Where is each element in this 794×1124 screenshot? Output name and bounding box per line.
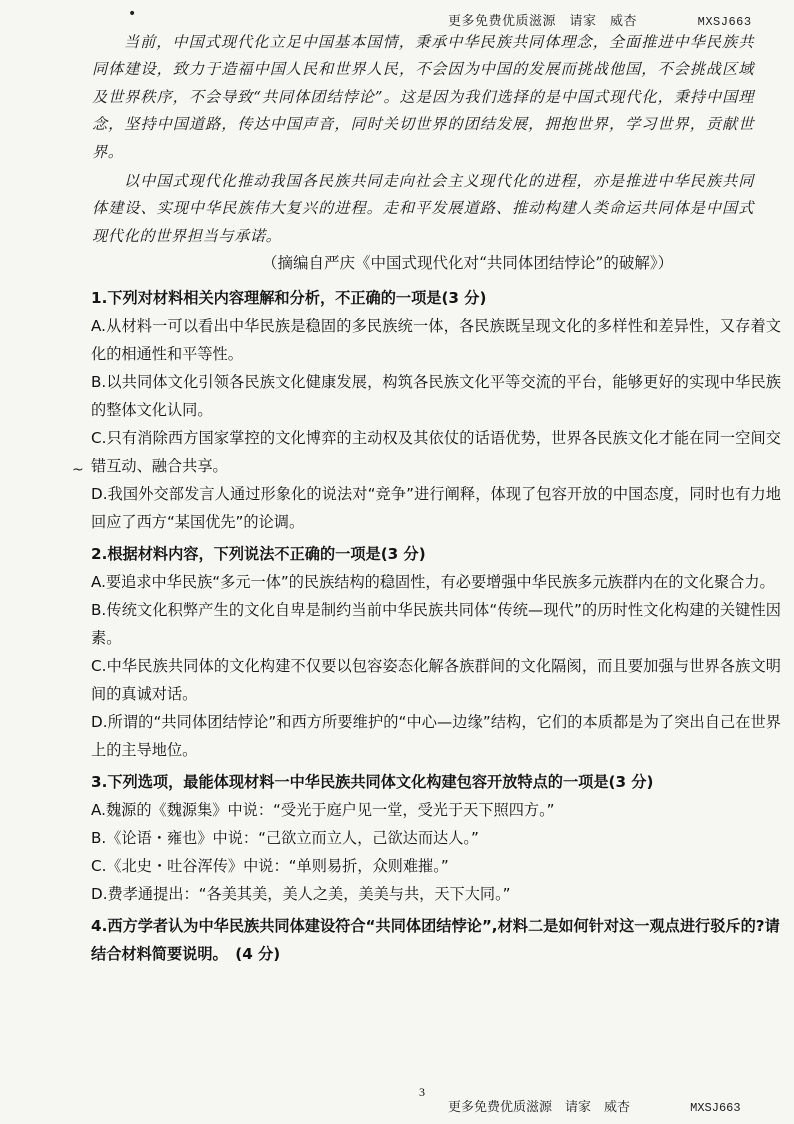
- option-c: C.只有消除西方国家掌控的文化博弈的主动权及其依仗的话语优势，世界各民族文化才能在同一空间交错互动、融合共享。: [91, 429, 781, 475]
- option-d: D.费孝通提出：“各美其美，美人之美，美美与共，天下大同。”: [91, 885, 511, 903]
- option-d: D.所谓的“共同体团结悖论”和西方所要维护的“中心—边缘”结构，它们的本质都是为了突出自己在世界上的主导地位。: [91, 713, 781, 759]
- option-d: D.我国外交部发言人通过形象化的说法对“竞争”进行阐释，体现了包容开放的中国态度，同时也有力地回应了西方“某国优先”的论调。: [91, 485, 781, 531]
- option-a: A.要追求中华民族“多元一体”的民族结构的稳固性，有必要增强中华民族多元族群内在的文化聚合力。: [91, 573, 775, 591]
- passage-paragraph: 以中国式现代化推动我国各民族共同走向社会主义现代化的进程，亦是推进中华民族共同体建设、实现中华民族伟大复兴的进程。走和平发展道路、推动构建人类命运共同体是中国式现代化的世界担当与承诺。: [92, 172, 754, 245]
- question-4: [91, 912, 781, 968]
- option-a: A.从材料一可以看出中华民族是稳固的多民族统一体，各民族既呈现文化的多样性和差异性，又存着文化的相通性和平等性。: [91, 317, 781, 363]
- watermark-code: MXSJ663: [690, 1101, 741, 1115]
- question-1: [91, 284, 781, 536]
- watermark-footer: [448, 1096, 741, 1115]
- scan-dash: ~: [72, 462, 84, 478]
- watermark-header: [448, 10, 752, 29]
- citation: （摘编自严庆《中国式现代化对“共同体团结悖论”的破解》）: [262, 254, 674, 272]
- watermark-text: 更多免费优质滋源 请家 威杏: [448, 14, 638, 29]
- option-c: C.《北史・吐谷浑传》中说：“单则易折，众则难摧。”: [91, 857, 449, 875]
- question-stem: 3.下列选项，最能体现材料一中华民族共同体文化构建包容开放特点的一项是(3 分): [91, 773, 654, 791]
- passage-paragraph: 当前，中国式现代化立足中国基本国情，秉承中华民族共同体理念，全面推进中华民族共同体建设，致力于造福中国人民和世界人民，不会因为中国的发展而挑战他国，不会挑战区域及世界秩序，不会导致“共同体团结悖论”。这是因为我们选择的是中国式现代化，秉持中国理念，坚持中国道路，传达中国声音，同时关切世界的团结发展，拥抱世界，学习世界，贡献世界。: [92, 33, 754, 161]
- question-2: [91, 540, 781, 764]
- page-number: 3: [419, 1085, 425, 1099]
- question-list: [91, 284, 781, 968]
- question-3: [91, 768, 781, 908]
- option-b: B.以共同体文化引领各民族文化健康发展，构筑各民族文化平等交流的平台，能够更好的实现中华民族的整体文化认同。: [91, 373, 781, 419]
- option-b: B.传统文化积弊产生的文化自卑是制约当前中华民族共同体“传统—现代”的历时性文化构建的关键性因素。: [91, 601, 781, 647]
- question-stem: 2.根据材料内容，下列说法不正确的一项是(3 分): [91, 545, 426, 563]
- option-c: C.中华民族共同体的文化构建不仅要以包容姿态化解各族群间的文化隔阂，而且要加强与世界各族文明间的真诚对话。: [91, 657, 781, 703]
- scan-dot: •: [128, 6, 137, 22]
- question-stem: 4.西方学者认为中华民族共同体建设符合“共同体团结悖论”,材料二是如何针对这一观点进行驳斥的?请结合材料简要说明。 (4 分): [91, 917, 780, 963]
- question-stem: 1.下列对材料相关内容理解和分析，不正确的一项是(3 分): [91, 289, 487, 307]
- watermark-code: MXSJ663: [697, 15, 752, 29]
- handwritten-passage: [92, 29, 754, 250]
- option-a: A.魏源的《魏源集》中说：“受光于庭户见一堂，受光于天下照四方。”: [91, 801, 555, 819]
- watermark-text: 更多免费优质滋源 请家 威杏: [448, 1100, 631, 1115]
- option-b: B.《论语・雍也》中说：“己欲立而立人，己欲达而达人。”: [91, 829, 479, 847]
